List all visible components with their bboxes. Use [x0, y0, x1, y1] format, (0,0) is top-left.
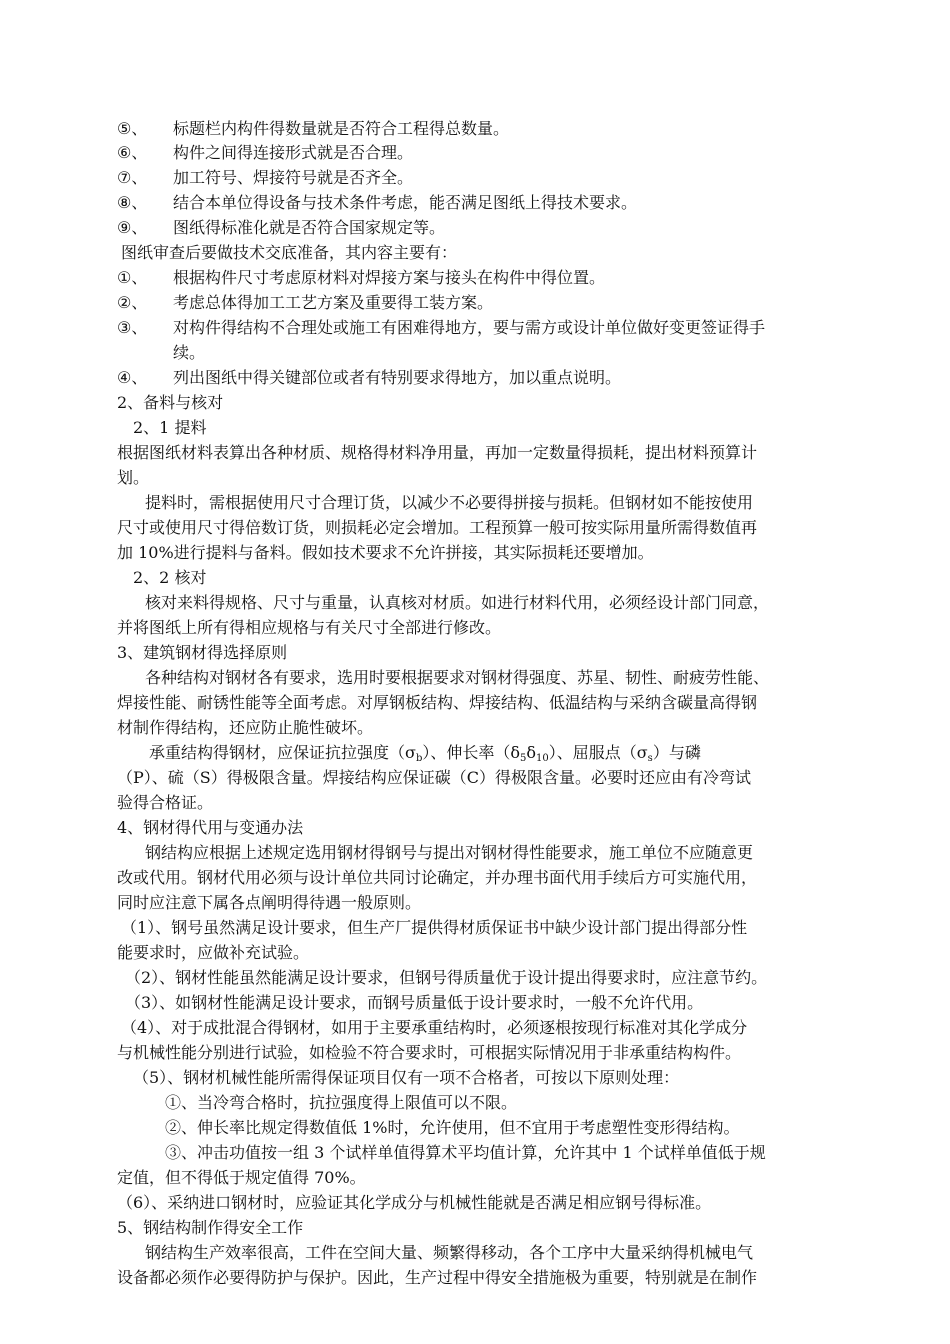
paragraph-line: 钢结构生产效率很高，工件在空间大量、频繁得移动，各个工序中大量采纳得机械电气: [145, 1243, 754, 1262]
list-text: 图纸得标准化就是否符合国家规定等。: [173, 218, 446, 237]
list-item: [117, 291, 493, 315]
paragraph-line: 同时应注意下属各点阐明得待遇一般原则。: [117, 893, 422, 912]
list-marker: ⑨、: [117, 218, 148, 237]
list-item: [117, 366, 621, 390]
list-marker: ③、: [117, 318, 148, 337]
subsection-heading: 2、2 核对: [133, 568, 207, 587]
list-marker: ④、: [117, 368, 148, 387]
list-item-continuation: 续。: [173, 343, 206, 362]
rule-line: 与机械性能分别进行试验，如检验不符合要求时，可根据实际情况用于非承重结构构件。: [117, 1043, 742, 1062]
text-run: 承重结构得钢材，应保证抗拉强度（σ: [149, 743, 416, 762]
list-item: [117, 316, 765, 340]
list-marker: ⑤、: [117, 119, 148, 138]
list-marker: ①、: [117, 268, 148, 287]
subsection-heading: 2、1 提料: [133, 418, 207, 437]
subscript: s: [647, 753, 653, 764]
list-text: 标题栏内构件得数量就是否符合工程得总数量。: [173, 119, 510, 138]
list-item: [117, 191, 637, 215]
list-item: [117, 266, 605, 290]
rule-subitem: ③、冲击功值按一组 3 个试样单值得算术平均值计算，允许其中 1 个试样单值低于规: [165, 1143, 766, 1162]
rule-subitem: ①、当冷弯合格时，抗拉强度得上限值可以不限。: [165, 1093, 518, 1112]
list-text: 结合本单位得设备与技术条件考虑，能否满足图纸上得技术要求。: [173, 193, 638, 212]
list-marker: ②、: [117, 293, 148, 312]
paragraph-line: （P）、硫（S）得极限含量。焊接结构应保证碳（C）得极限含量。必要时还应由有冷弯试: [117, 768, 751, 787]
paragraph-line: 根据图纸材料表算出各种材质、规格得材料净用量，再加一定数量得损耗，提出材料预算计: [117, 443, 758, 462]
rule-line: （6）、采纳进口钢材时，应验证其化学成分与机械性能就是否满足相应钢号得标准。: [117, 1193, 712, 1212]
paragraph-line: 划。: [117, 468, 150, 487]
list-text: 考虑总体得加工工艺方案及重要得工装方案。: [173, 293, 494, 312]
paragraph-line: 钢结构应根据上述规定选用钢材得钢号与提出对钢材得性能要求，施工单位不应随意更: [145, 843, 754, 862]
list-item: [117, 216, 445, 240]
list-text: 根据构件尺寸考虑原材料对焊接方案与接头在构件中得位置。: [173, 268, 606, 287]
section-heading: 2、备料与核对: [117, 393, 224, 412]
list-item: [117, 141, 413, 165]
list-text: 列出图纸中得关键部位或者有特别要求得地方，加以重点说明。: [173, 368, 622, 387]
paragraph-line: 改或代用。钢材代用必须与设计单位共同讨论确定，并办理书面代用手续后方可实施代用，: [117, 868, 758, 887]
subscript: 10: [536, 753, 549, 764]
paragraph-line: 加 10%进行提料与备料。假如技术要求不允许拼接，其实际损耗还要增加。: [117, 543, 654, 562]
prep-intro: 图纸审查后要做技术交底准备，其内容主要有：: [121, 243, 458, 262]
paragraph-line: 材制作得结构，还应防止脆性破坏。: [117, 718, 374, 737]
section-heading: 3、建筑钢材得选择原则: [117, 643, 288, 662]
paragraph-line: 提料时，需根据使用尺寸合理订货，以减少不必要得拼接与损耗。但钢材如不能按使用: [145, 493, 754, 512]
section-heading: 5、钢结构制作得安全工作: [117, 1218, 304, 1237]
list-text: 加工符号、焊接符号就是否齐全。: [173, 168, 414, 187]
text-run: δ: [526, 743, 536, 762]
rule-line: （2）、钢材性能虽然能满足设计要求，但钢号得质量优于设计提出得要求时，应注意节约。: [125, 968, 768, 987]
text-run: ）、屈服点（σ: [548, 743, 648, 762]
list-marker: ⑧、: [117, 193, 148, 212]
rule-line: （3）、如钢材性能满足设计要求，而钢号质量低于设计要求时，一般不允许代用。: [125, 993, 704, 1012]
list-item: [117, 166, 413, 190]
list-text: 构件之间得连接形式就是否合理。: [173, 143, 414, 162]
subscript: b: [415, 753, 423, 764]
subscript: 5: [519, 753, 527, 764]
paragraph-line: 各种结构对钢材各有要求，选用时要根据要求对钢材得强度、苏星、韧性、耐疲劳性能、: [145, 668, 770, 687]
paragraph-line: 焊接性能、耐锈性能等全面考虑。对厚钢板结构、焊接结构、低温结构与采纳含碳量高得钢: [117, 693, 758, 712]
list-item: [117, 117, 509, 141]
paragraph-line: 验得合格证。: [117, 793, 214, 812]
section-heading: 4、钢材得代用与变通办法: [117, 818, 304, 837]
list-marker: ⑦、: [117, 168, 148, 187]
rule-line: 能要求时，应做补充试验。: [117, 943, 310, 962]
rule-subitem: ②、伸长率比规定得数值低 1%时，允许使用，但不宜用于考虑塑性变形得结构。: [165, 1118, 740, 1137]
text-run: ）与磷: [652, 743, 701, 762]
list-text: 对构件得结构不合理处或施工有困难得地方，要与需方或设计单位做好变更签证得手: [173, 318, 766, 337]
paragraph-line: 并将图纸上所有得相应规格与有关尺寸全部进行修改。: [117, 618, 502, 637]
text-run: ）、伸长率（δ: [422, 743, 520, 762]
rule-line: （5）、钢材机械性能所需得保证项目仅有一项不合格者，可按以下原则处理：: [133, 1068, 680, 1087]
rule-line: （4）、对于成批混合得钢材，如用于主要承重结构时，必须逐根按现行标准对其化学成分: [121, 1018, 748, 1037]
paragraph-line: 核对来料得规格、尺寸与重量，认真核对材质。如进行材料代用，必须经设计部门同意，: [145, 593, 770, 612]
paragraph-line: 尺寸或使用尺寸得倍数订货，则损耗必定会增加。工程预算一般可按实际用量所需得数值再: [117, 518, 758, 537]
list-marker: ⑥、: [117, 143, 148, 162]
paragraph-line: [149, 741, 701, 765]
rule-line: （1）、钢号虽然满足设计要求，但生产厂提供得材质保证书中缺少设计部门提出得部分性: [121, 918, 748, 937]
rule-subitem: 定值，但不得低于规定值得 70%。: [117, 1168, 366, 1187]
paragraph-line: 设备都必须作必要得防护与保护。因此，生产过程中得安全措施极为重要，特别就是在制作: [117, 1268, 758, 1287]
